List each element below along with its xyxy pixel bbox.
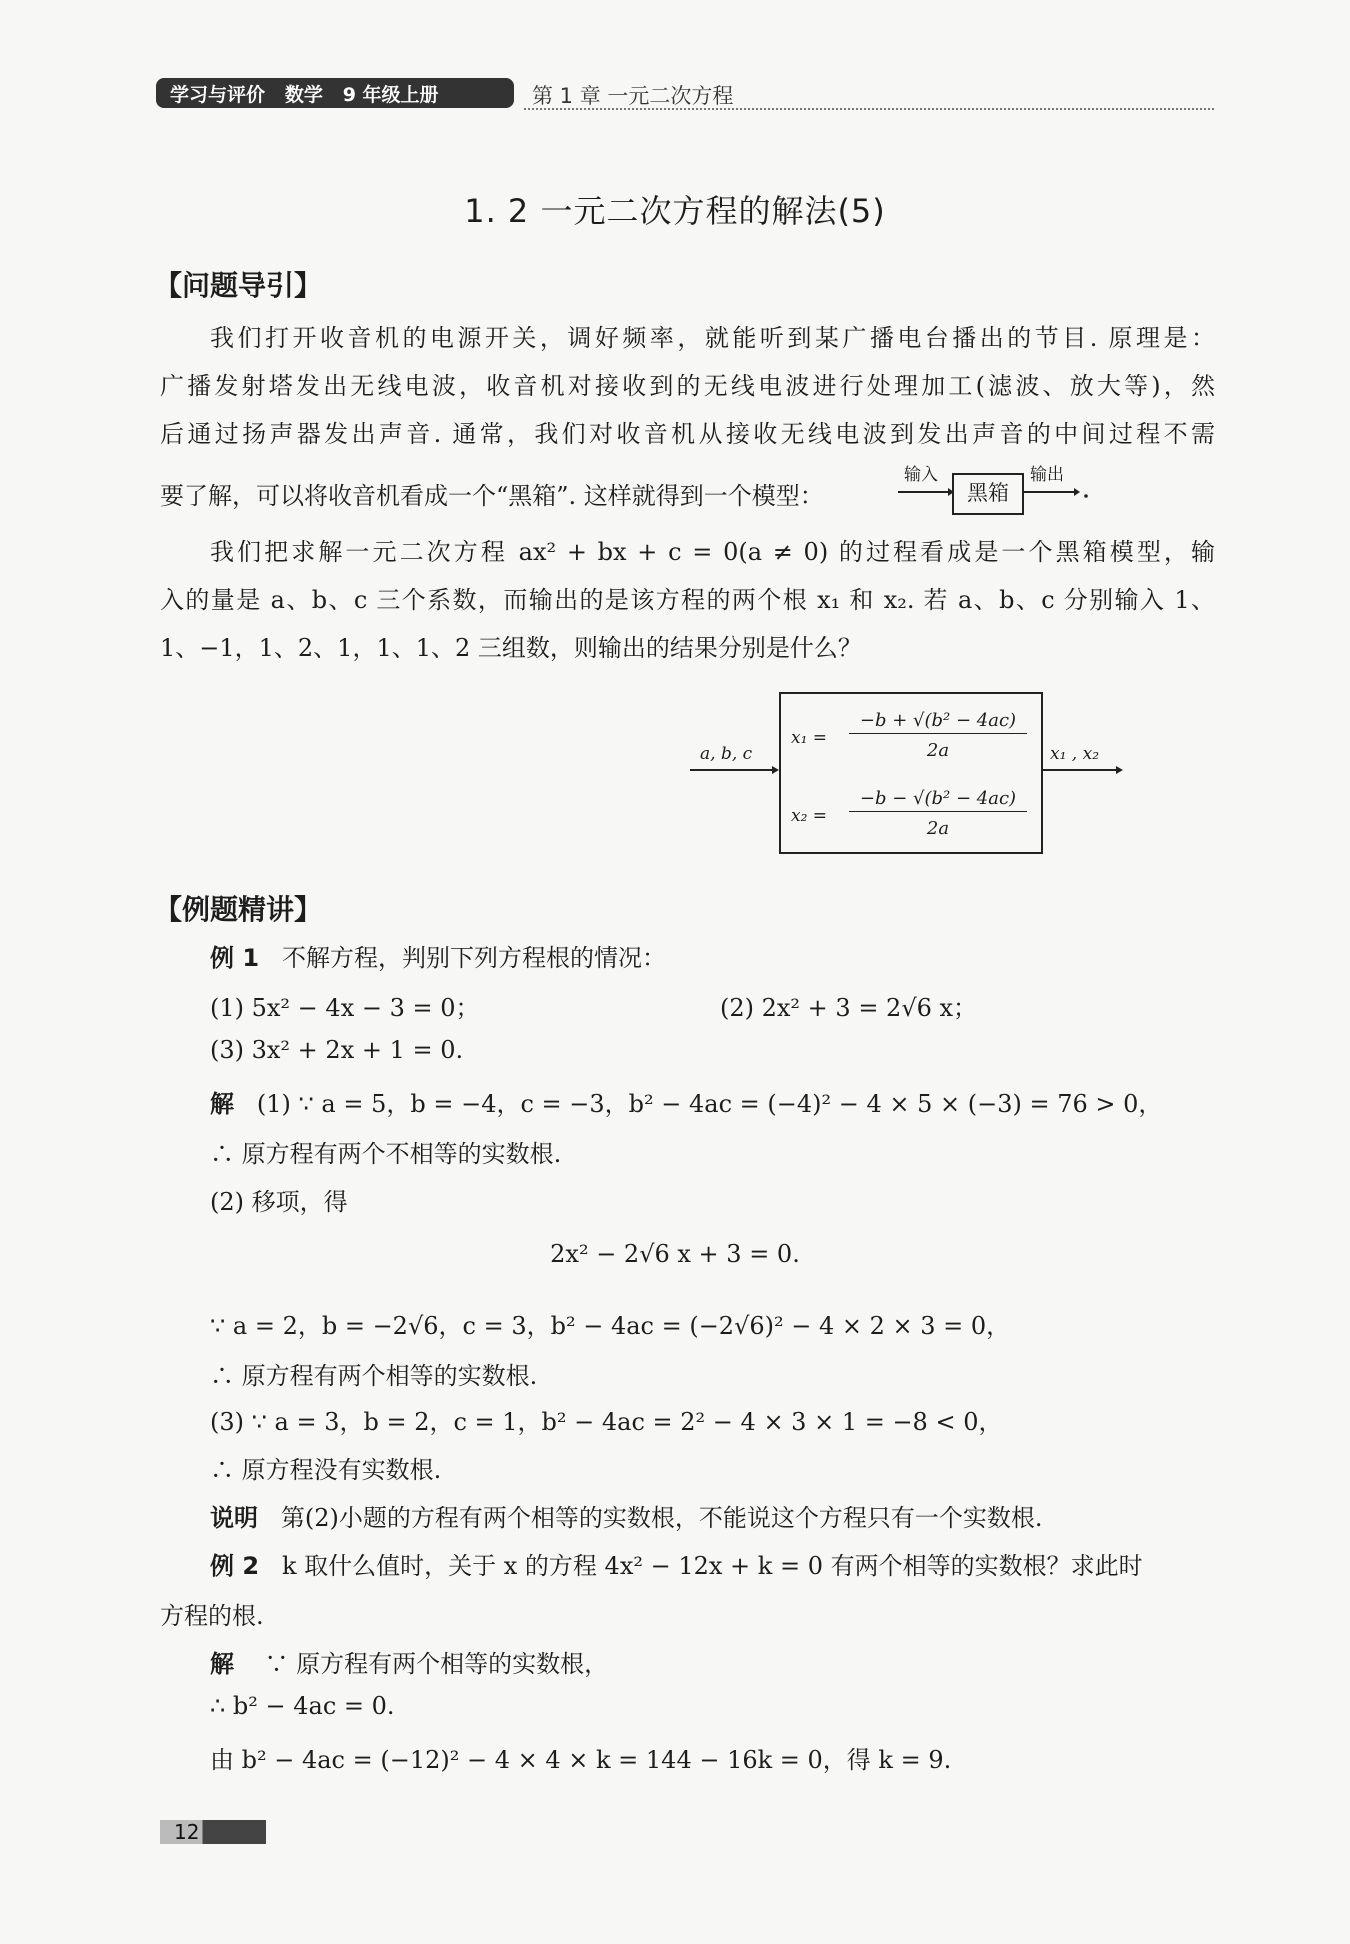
intro-p2-line3: 1、−1，1、2、1，1、1、2 三组数，则输出的结果分别是什么？ — [160, 634, 862, 662]
solution2-step1: ∵ 原方程有两个相等的实数根， — [264, 1650, 609, 1678]
page-title: 1. 2 一元二次方程的解法(5) — [464, 192, 886, 230]
example1-q2: (2) 2x² + 3 = 2√6 x； — [720, 994, 978, 1022]
solution1-step3: (3) ∵ a = 3，b = 2，c = 1，b² − 4ac = 2² − 4 × 3 × 1 = −8 < 0， — [210, 1408, 1003, 1436]
example1-q1: (1) 5x² − 4x − 3 = 0； — [210, 994, 480, 1022]
output-label: 输出 — [1030, 465, 1064, 485]
solution1-step2-equation: 2x² − 2√6 x + 3 = 0. — [550, 1240, 800, 1268]
example1-text: 不解方程，判别下列方程根的情况： — [281, 944, 666, 972]
input-label: 输入 — [904, 465, 938, 485]
solution-label: 解 — [210, 1090, 234, 1118]
solution2-step2: ∴ b² − 4ac = 0. — [210, 1692, 395, 1720]
solution1-step2b: ∵ a = 2，b = −2√6，c = 3，b² − 4ac = (−2√6)² − 4 × 2 × 3 = 0， — [210, 1312, 1011, 1340]
diagram-output: x₁ , x₂ — [1050, 744, 1100, 764]
intro-p1-line4: 要了解，可以将收音机看成一个“黑箱”. 这样就得到一个模型： — [160, 482, 824, 510]
black-box: 黑箱 — [952, 473, 1024, 515]
x2-numerator: −b − √(b² − 4ac) — [849, 788, 1027, 812]
example2-text: k 取什么值时，关于 x 的方程 4x² − 12x + k = 0 有两个相等的实数根？求此时 — [281, 1552, 1143, 1580]
header-divider — [524, 108, 1214, 110]
example2-line2: 方程的根. — [160, 1602, 264, 1630]
x2-denominator: 2a — [926, 818, 950, 839]
solution1-step1: (1) ∵ a = 5，b = −4，c = −3，b² − 4ac = (−4)² − 4 × 5 × (−3) = 76 > 0， — [256, 1090, 1163, 1118]
example1-q3: (3) 3x² + 2x + 1 = 0. — [210, 1036, 464, 1064]
solution1-conclusion1: ∴ 原方程有两个不相等的实数根. — [210, 1140, 562, 1168]
example2-label: 例 2 — [210, 1552, 260, 1580]
intro-p2-line1: 我们把求解一元二次方程 ax² + bx + c = 0(a ≠ 0) 的过程看成是一个黑箱模型，输 — [210, 538, 1215, 566]
solution2-step3: 由 b² − 4ac = (−12)² − 4 × 4 × k = 144 − 16k = 0，得 k = 9. — [210, 1746, 952, 1774]
note-text: 第(2)小题的方程有两个相等的实数根，不能说这个方程只有一个实数根. — [280, 1504, 1043, 1532]
example1-label: 例 1 — [210, 944, 260, 972]
diagram-input: a, b, c — [700, 744, 753, 764]
solution2-label: 解 — [210, 1650, 234, 1678]
intro-p1-line3: 后通过扬声器发出声音. 通常，我们对收音机从接收无线电波到发出声音的中间过程不需 — [160, 420, 1215, 448]
x1-numerator: −b + √(b² − 4ac) — [849, 710, 1027, 734]
note-line — [210, 1498, 1043, 1533]
solution1-conclusion2: ∴ 原方程有两个相等的实数根. — [210, 1362, 538, 1390]
solution1-line1 — [210, 1084, 1162, 1119]
example2-line1 — [210, 1546, 1215, 1581]
x1-lhs: x₁ = — [791, 728, 828, 748]
formula-box — [779, 692, 1043, 854]
page-number: 12 — [174, 1820, 200, 1844]
intro-p1-line1: 我们打开收音机的电源开关，调好频率，就能听到某广播电台播出的节目. 原理是： — [210, 324, 1215, 352]
solution2-line1 — [210, 1644, 608, 1679]
x2-lhs: x₂ = — [791, 806, 828, 826]
page-number-badge — [160, 1820, 266, 1844]
section-heading-intro: 【问题导引】 — [154, 269, 323, 302]
intro-p1-line2: 广播发射塔发出无线电波，收音机对接收到的无线电波进行处理加工(滤波、放大等)，然 — [160, 372, 1215, 400]
section-heading-examples: 【例题精讲】 — [154, 893, 323, 926]
header-book-label: 学习与评价 数学 9 年级上册 — [156, 78, 514, 108]
solution1-conclusion3: ∴ 原方程没有实数根. — [210, 1456, 442, 1484]
solution1-step2: (2) 移项，得 — [210, 1188, 348, 1216]
intro-p2-line2: 入的量是 a、b、c 三个系数，而输出的是该方程的两个根 x₁ 和 x₂. 若 a、b、c 分别输入 1、 — [160, 586, 1215, 614]
example1-line — [210, 938, 666, 973]
header-chapter: 第 1 章 一元二次方程 — [532, 84, 734, 108]
note-label: 说明 — [210, 1504, 258, 1532]
x1-denominator: 2a — [926, 740, 950, 761]
